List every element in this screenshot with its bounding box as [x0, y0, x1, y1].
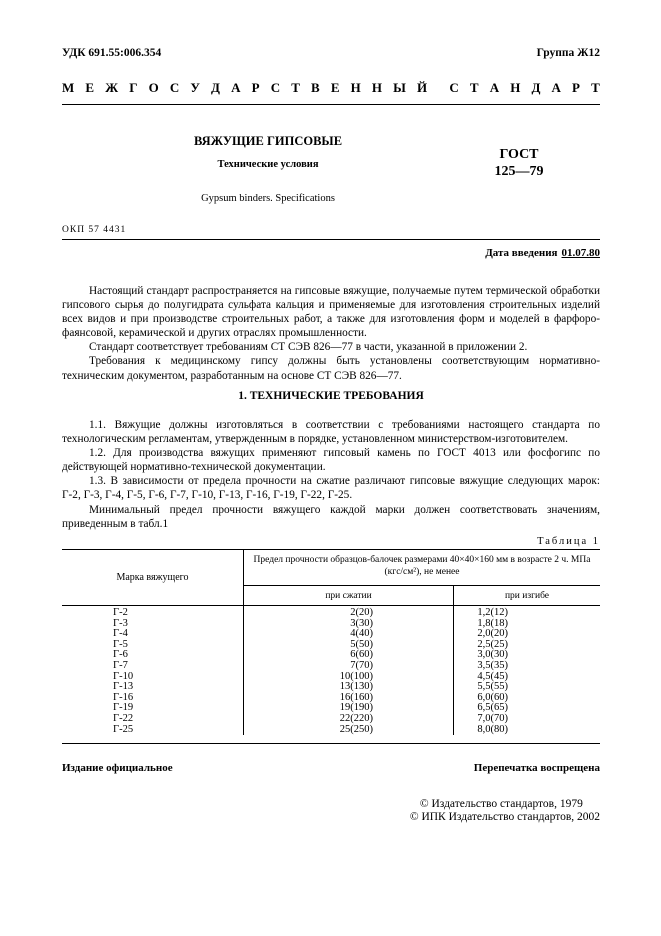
heading-letter: О: [148, 80, 159, 95]
gost-number: [489, 146, 549, 180]
compression-cell: 22(220): [244, 714, 454, 725]
heading-letter: Е: [330, 80, 340, 95]
table-caption: Таблица 1: [537, 536, 600, 547]
brand-cell: Г-25: [62, 725, 244, 736]
effective-date: [485, 247, 600, 259]
heading-letter: Д: [531, 80, 541, 95]
bending-cell: 6,0(60): [477, 691, 508, 703]
heading-letter: Н: [510, 80, 521, 95]
compression-cell: 25(250): [244, 725, 454, 736]
column-header-bending: при изгибе: [454, 586, 601, 606]
brand-cell: Г-3: [62, 619, 244, 630]
english-title: Gypsum binders. Specifications: [201, 193, 335, 204]
compression-cell: 4(40): [244, 629, 454, 640]
compression-cell: 2(20): [244, 608, 454, 619]
heading-letter: А: [489, 80, 500, 95]
bending-cell: 3,5(35): [477, 659, 508, 671]
compression-cell: 19(190): [244, 703, 454, 714]
heading-letter: А: [551, 80, 561, 95]
heading-letter: С: [449, 80, 459, 95]
copyright-line: © Издательство стандартов, 1979: [419, 798, 583, 810]
copyright-block: [410, 798, 600, 824]
compression-cell: 3(30): [244, 619, 454, 630]
intro-text: [62, 284, 600, 383]
heading-letter: Р: [251, 80, 260, 95]
compression-cell: 7(70): [244, 661, 454, 672]
heading-letter: Е: [85, 80, 95, 95]
document-subtitle: Технические условия: [217, 159, 319, 170]
header-divider: [62, 104, 600, 105]
brand-cell: Г-2: [62, 608, 244, 619]
heading-letter: С: [270, 80, 281, 95]
heading-letter: У: [190, 80, 200, 95]
bending-cell: 4,5(45): [477, 670, 508, 682]
heading-letter: Т: [291, 80, 300, 95]
document-title: ВЯЖУЩИЕ ГИПСОВЫЕ: [193, 134, 343, 148]
compression-cell: 16(160): [244, 693, 454, 704]
heading-letter: М: [62, 80, 75, 95]
copyright-line: © ИПК Издательство стандартов, 2002: [409, 811, 600, 823]
okp-code: ОКП 57 4431: [62, 225, 127, 235]
table-row: [62, 661, 600, 672]
clause-paragraph: 1.1. Вяжущие должны изготовляться в соответствии с требованиями настоящего стандарта по технологическим регламентам, утвержденным в порядке, установленном министерством-изготовителем.: [62, 419, 600, 446]
bending-cell: 1,2(12): [477, 607, 508, 618]
table-row: [62, 725, 600, 736]
udk-code: УДК 691.55:006.354: [62, 47, 162, 59]
compression-cell: 6(60): [244, 650, 454, 661]
brand-cell: Г-7: [62, 661, 244, 672]
bending-cell: 3,0(30): [477, 649, 508, 661]
compression-cell: 13(130): [244, 682, 454, 693]
clause-paragraph: Минимальный предел прочности вяжущего каждой марки должен соответствовать значениям, приведенным в табл.1: [62, 503, 600, 530]
heading-letter: Т: [469, 80, 479, 95]
bending-cell: 7,0(70): [477, 712, 508, 724]
gost-code: 125—79: [494, 164, 544, 179]
table-row: [62, 703, 600, 714]
strength-table: [62, 549, 600, 735]
table-row: [62, 619, 600, 630]
table-body: [62, 608, 600, 735]
heading-letter: Г: [129, 80, 138, 95]
table-row: [62, 640, 600, 651]
bending-cell: 8,0(80): [477, 723, 508, 735]
bending-cell: 1,8(18): [477, 617, 508, 629]
okp-divider: [62, 239, 600, 240]
compression-cell: 10(100): [244, 672, 454, 683]
brand-cell: Г-22: [62, 714, 244, 725]
table-row: [62, 608, 600, 619]
official-edition: Издание официальное: [62, 762, 173, 774]
table-bottom-rule: [62, 743, 600, 744]
column-header-brand: Марка вяжущего: [62, 550, 244, 606]
brand-cell: Г-10: [62, 672, 244, 683]
heading-letter: В: [311, 80, 320, 95]
section-text: [62, 418, 600, 531]
effective-date-label: Дата введения: [485, 247, 558, 259]
brand-cell: Г-5: [62, 640, 244, 651]
bending-cell: 5,5(55): [477, 681, 508, 693]
bending-cell: 6,5(65): [477, 702, 508, 714]
table-row: [62, 650, 600, 661]
table-row: [62, 629, 600, 640]
brand-cell: Г-6: [62, 650, 244, 661]
brand-cell: Г-13: [62, 682, 244, 693]
heading-letter: Т: [591, 80, 600, 95]
intro-paragraph: Настоящий стандарт распространяется на гипсовые вяжущие, получаемые путем термической обработки гипсового сырья до полугидрата сульфата кальция и применяемые для изготовления строительных изделий всех видов и при производстве строительных работ, а также для изготовления форм и моделей в фарфоро-фаянсовой, керамической и других отраслях промышленности.: [62, 285, 600, 340]
heading-letter: Р: [572, 80, 580, 95]
table-row: [62, 672, 600, 683]
bending-cell: 2,5(25): [477, 638, 508, 650]
gost-label: ГОСТ: [499, 147, 539, 162]
table-row: [62, 682, 600, 693]
brand-cell: Г-19: [62, 703, 244, 714]
interstate-standard-heading: [62, 80, 600, 96]
heading-letter: Ы: [393, 80, 406, 95]
clause-paragraph: 1.3. В зависимости от предела прочности на сжатие различают гипсовые вяжущие следующих марок: Г-2, Г-3, Г-4, Г-5, Г-6, Г-7, Г-10, Г-13, Г-16, Г-19, Г-22, Г-25.: [62, 475, 600, 502]
intro-paragraph: Стандарт соответствует требованиям СТ СЭВ 826—77 в части, указанной в приложении 2.: [89, 341, 528, 354]
clause-paragraph: 1.2. Для производства вяжущих применяют гипсовый камень по ГОСТ 4013 или фосфогипс по действующей нормативно-технической документации.: [62, 447, 600, 474]
heading-letter: Д: [211, 80, 220, 95]
heading-letter: Н: [371, 80, 382, 95]
column-header-compression: при сжатии: [244, 586, 454, 606]
heading-letter: А: [231, 80, 241, 95]
heading-letter: Й: [417, 80, 428, 95]
heading-letter: Н: [350, 80, 361, 95]
group-code: Группа Ж12: [536, 47, 600, 59]
table-row: [62, 714, 600, 725]
column-header-strength: Предел прочности образцов-балочек размерами 40×40×160 мм в возрасте 2 ч. МПа (кгс/см²), не менее: [253, 555, 591, 577]
intro-paragraph: Требования к медицинскому гипсу должны быть установлены соответствующим нормативно-техническим документом, разработанным на основе СТ СЭВ 826—77.: [62, 355, 600, 382]
reprint-prohibited: Перепечатка воспрещена: [473, 762, 600, 774]
bending-cell: 2,0(20): [477, 628, 508, 640]
section-heading: 1. ТЕХНИЧЕСКИЕ ТРЕБОВАНИЯ: [238, 390, 424, 402]
heading-letter: Ж: [105, 80, 119, 95]
heading-letter: С: [169, 80, 180, 95]
brand-cell: Г-16: [62, 693, 244, 704]
effective-date-value: 01.07.80: [561, 247, 600, 259]
brand-cell: Г-4: [62, 629, 244, 640]
table-row: [62, 693, 600, 704]
compression-cell: 5(50): [244, 640, 454, 651]
